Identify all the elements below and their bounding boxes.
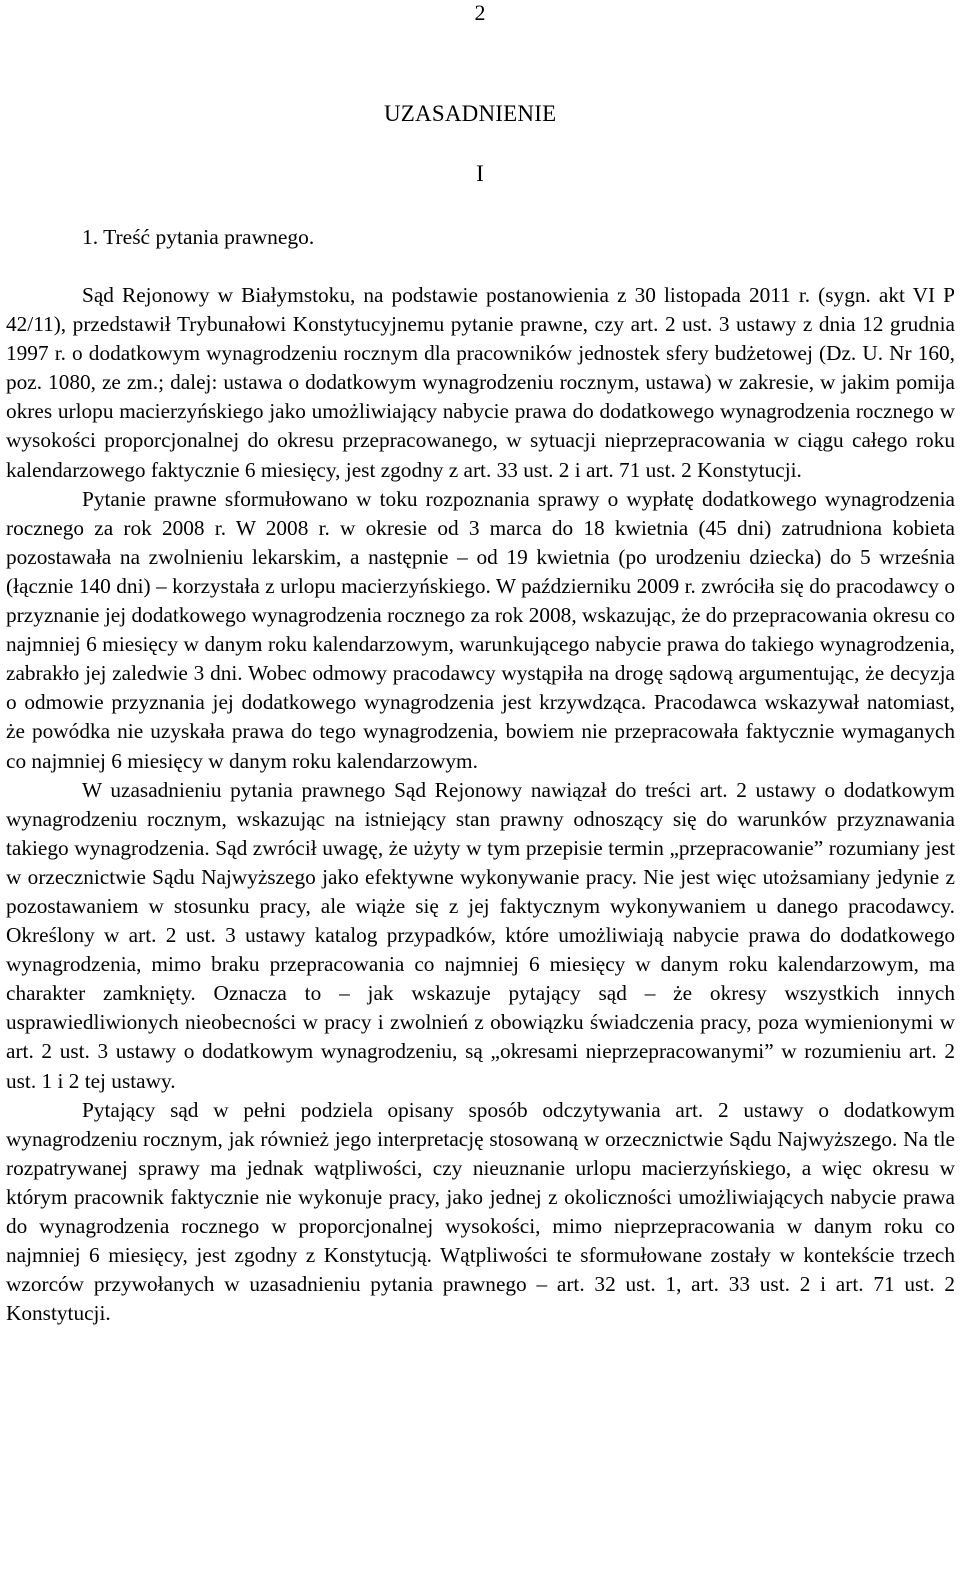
body-text [6, 281, 955, 1328]
paragraph-doubts: Pytający sąd w pełni podziela opisany sposób odczytywania art. 2 ustawy o dodatkowym wynagrodzeniu rocznym, jak również jego interpretację stosowaną w orzecznictwie Sądu Najwyższego. Na tle rozpatrywanej sprawy ma jednak wątpliwości, czy nieuznanie urlopu macierzyńskiego, a więc okresu w którym pracownik faktycznie nie wykonuje pracy, jako jednej z okoliczności umożliwiających nabycie prawa do wynagrodzenia rocznego w proporcjonalnej wysokości, mimo nieprzepracowania w danym roku co najmniej 6 miesięcy, jest zgodny z Konstytucją. Wątpliwości te sformułowane zostały w kontekście trzech wzorców przywołanych w uzasadnieniu pytania prawnego – art. 32 ust. 1, art. 33 ust. 2 i art. 71 ust. 2 Konstytucji. [6, 1097, 955, 1326]
document-title: UZASADNIENIE [384, 101, 557, 126]
paragraph-question: Sąd Rejonowy w Białymstoku, na podstawie postanowienia z 30 listopada 2011 r. (sygn. akt VI P 42/11), przedstawił Trybunałowi Konstytucyjnemu pytanie prawne, czy art. 2 ust. 3 ustawy z dnia 12 grudnia 1997 r. o dodatkowym wynagrodzeniu rocznym dla pracowników jednostek sfery budżetowej (Dz. U. Nr 160, poz. 1080, ze zm.; dalej: ustawa o dodatkowym wynagrodzeniu rocznym, ustawa) w zakresie, w jakim pomija okres urlopu macierzyńskiego jako umożliwiający nabycie prawa do dodatkowego wynagrodzenia rocznego w wysokości proporcjonalnej do okresu przepracowanego, w sytuacji nieprzepracowania w ciągu całego roku kalendarzowego faktycznie 6 miesięcy, jest zgodny z art. 33 ust. 2 i art. 71 ust. 2 Konstytucji. [6, 283, 955, 482]
paragraph-facts: Pytanie prawne sformułowano w toku rozpoznania sprawy o wypłatę dodatkowego wynagrodzenia rocznego za rok 2008 r. W 2008 r. w okresie od 3 marca do 18 kwietnia (45 dni) zatrudniona kobieta pozostawała na zwolnieniu lekarskim, a następnie – od 19 kwietnia (po urodzeniu dziecka) do 5 września (łącznie 140 dni) – korzystała z urlopu macierzyńskiego. W październiku 2009 r. zwróciła się do pracodawcy o przyznanie jej dodatkowego wynagrodzenia rocznego za rok 2008, wskazując, że do przepracowania okresu co najmniej 6 miesięcy w danym roku kalendarzowym, warunkującego nabycie prawa do takiego wynagrodzenia, zabrakło jej zaledwie 3 dni. Wobec odmowy pracodawcy wystąpiła na drogę sądową argumentując, że decyzja o odmowie przyznania jej dodatkowego wynagrodzenia jest krzywdząca. Pracodawca wskazywał natomiast, że powódka nie uzyskała prawa do tego wynagrodzenia, bowiem nie przepracowała faktycznie wymaganych co najmniej 6 miesięcy w danym roku kalendarzowym. [6, 486, 955, 773]
page-number: 2 [474, 0, 486, 25]
paragraph-court-reasoning: W uzasadnieniu pytania prawnego Sąd Rejonowy nawiązał do treści art. 2 ustawy o dodatkowym wynagrodzeniu rocznym, wskazując na istniejący stan prawny odnoszący się do warunków przyznawania takiego wynagrodzenia. Sąd zwrócił uwagę, że użyty w tym przepisie termin „przepracowanie” rozumiany jest w orzecznictwie Sądu Najwyższego jako efektywne wykonywanie pracy. Nie jest więc utożsamiany jedynie z pozostawaniem w stosunku pracy, ale wiąże się z jej faktycznym wykonywaniem u danego pracodawcy. Określony w art. 2 ust. 3 ustawy katalog przypadków, które umożliwiają nabycie prawa do dodatkowego wynagrodzenia, mimo braku przepracowania co najmniej 6 miesięcy w danym roku kalendarzowym, ma charakter zamknięty. Oznacza to – jak wskazuje pytający sąd – że okresy wszystkich innych usprawiedliwionych nieobecności w pracy i zwolnień z obowiązku świadczenia pracy, poza wymienionymi w art. 2 ust. 3 ustawy o dodatkowym wynagrodzeniu, są „okresami nieprzepracowanymi” w rozumieniu art. 2 ust. 1 i 2 tej ustawy. [6, 777, 955, 1093]
section-heading: 1. Treść pytania prawnego. [82, 225, 315, 249]
section-numeral: I [476, 161, 484, 186]
